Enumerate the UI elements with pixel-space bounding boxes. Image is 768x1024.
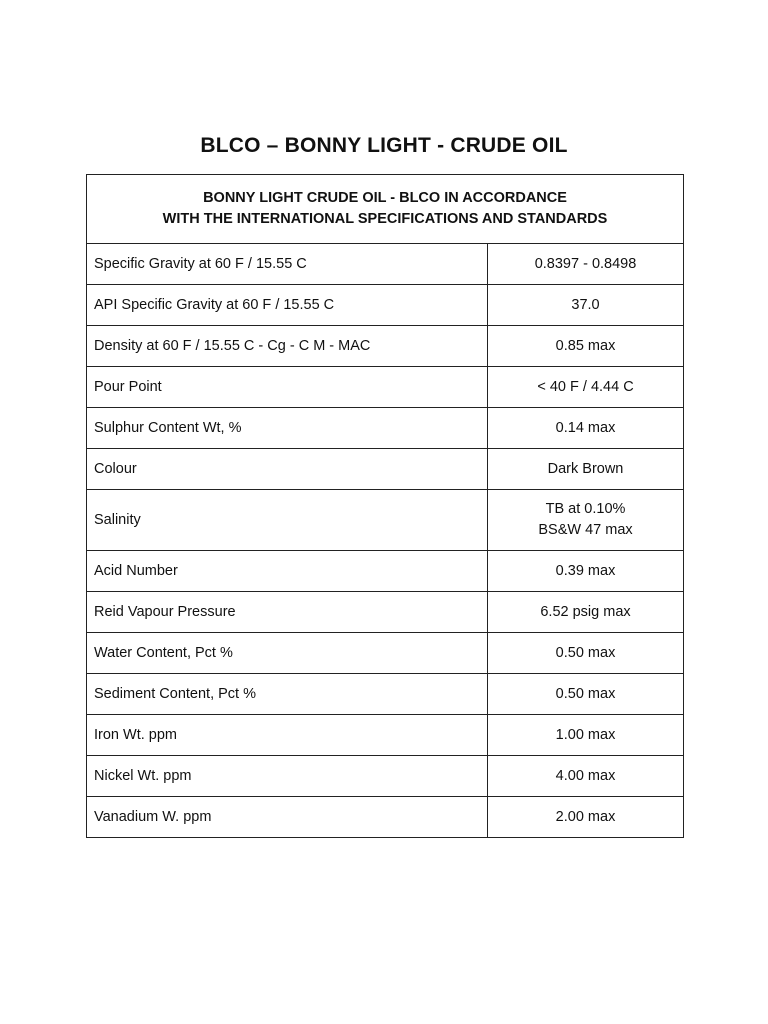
table-header-row (87, 175, 684, 244)
parameter-cell: Water Content, Pct % (87, 633, 488, 674)
value-cell: 0.85 max (488, 326, 684, 367)
table-row (87, 449, 684, 490)
parameter-cell: Specific Gravity at 60 F / 15.55 C (87, 244, 488, 285)
table-row (87, 490, 684, 551)
value-line-2: BS&W 47 max (538, 522, 633, 538)
value-cell: 0.39 max (488, 551, 684, 592)
value-cell: 0.8397 - 0.8498 (488, 244, 684, 285)
value-cell: Dark Brown (488, 449, 684, 490)
table-row (87, 756, 684, 797)
table-header-line-1: BONNY LIGHT CRUDE OIL - BLCO IN ACCORDANCE (203, 190, 567, 206)
value-cell: < 40 F / 4.44 C (488, 367, 684, 408)
value-cell: 1.00 max (488, 715, 684, 756)
parameter-cell: Vanadium W. ppm (87, 797, 488, 838)
table-row (87, 674, 684, 715)
value-cell: 6.52 psig max (488, 592, 684, 633)
specifications-table (86, 174, 684, 838)
parameter-cell: Pour Point (87, 367, 488, 408)
table-row (87, 367, 684, 408)
table-row (87, 326, 684, 367)
parameter-cell: API Specific Gravity at 60 F / 15.55 C (87, 285, 488, 326)
table-row (87, 285, 684, 326)
table-row (87, 633, 684, 674)
table-row (87, 408, 684, 449)
value-cell: 0.14 max (488, 408, 684, 449)
value-cell: 0.50 max (488, 633, 684, 674)
value-cell: 0.50 max (488, 674, 684, 715)
value-line-1: TB at 0.10% (545, 501, 626, 517)
parameter-cell: Sulphur Content Wt, % (87, 408, 488, 449)
value-cell: 2.00 max (488, 797, 684, 838)
parameter-cell: Density at 60 F / 15.55 C - Cg - C M - MAC (87, 326, 488, 367)
parameter-cell: Colour (87, 449, 488, 490)
document-title: BLCO – BONNY LIGHT - CRUDE OIL (200, 134, 568, 157)
value-cell (488, 490, 684, 551)
value-cell: 4.00 max (488, 756, 684, 797)
table-row (87, 797, 684, 838)
parameter-cell: Salinity (87, 490, 488, 551)
table-header-cell (87, 175, 684, 244)
table-row (87, 715, 684, 756)
table-row (87, 244, 684, 285)
table-row (87, 551, 684, 592)
parameter-cell: Iron Wt. ppm (87, 715, 488, 756)
value-cell: 37.0 (488, 285, 684, 326)
table-header-line-2: WITH THE INTERNATIONAL SPECIFICATIONS AND STANDARDS (162, 211, 608, 227)
parameter-cell: Sediment Content, Pct % (87, 674, 488, 715)
parameter-cell: Nickel Wt. ppm (87, 756, 488, 797)
table-row (87, 592, 684, 633)
parameter-cell: Acid Number (87, 551, 488, 592)
parameter-cell: Reid Vapour Pressure (87, 592, 488, 633)
